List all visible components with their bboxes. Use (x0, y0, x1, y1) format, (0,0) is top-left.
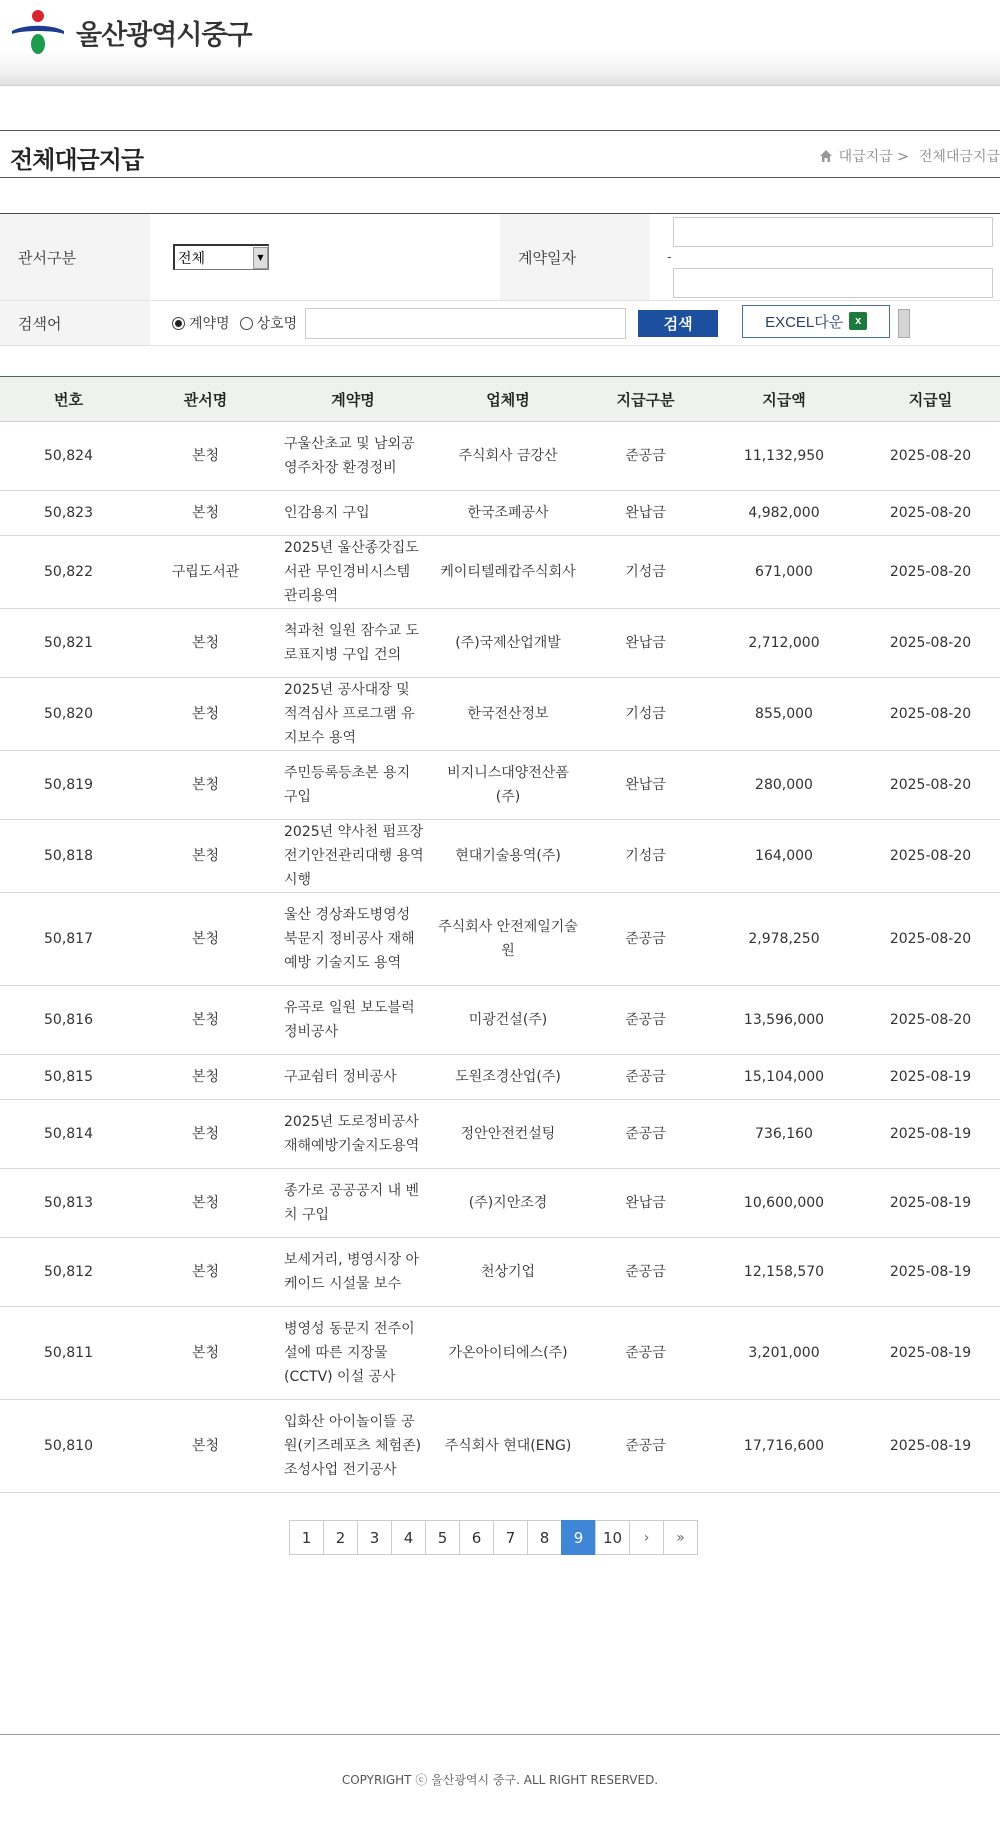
table-row[interactable] (0, 893, 1000, 986)
cell-contract[interactable]: 구울산초교 및 남외공영주차장 환경정비 (274, 422, 432, 491)
cell-contract[interactable]: 병영성 동문지 전주이설에 따른 지장물(CCTV) 이설 공사 (274, 1307, 432, 1400)
cell-office: 본청 (137, 1400, 274, 1493)
cell-payment-type: 준공금 (584, 1238, 707, 1307)
cell-office: 본청 (137, 1169, 274, 1238)
cell-payment-type: 준공금 (584, 986, 707, 1055)
cell-amount: 15,104,000 (707, 1055, 861, 1100)
column-header-vendor: 업체명 (432, 377, 584, 422)
cell-date: 2025-08-19 (861, 1400, 1000, 1493)
cell-amount: 3,201,000 (707, 1307, 861, 1400)
cell-no: 50,819 (0, 751, 137, 820)
cell-amount: 17,716,600 (707, 1400, 861, 1493)
cell-contract[interactable]: 보세거리, 병영시장 아케이드 시설물 보수 (274, 1238, 432, 1307)
pagination (289, 1520, 698, 1555)
copyright-text: COPYRIGHT ⓒ 울산광역시 중구. ALL RIGHT RESERVED. (341, 1773, 659, 1787)
table-row[interactable] (0, 1238, 1000, 1307)
cell-amount: 4,982,000 (707, 491, 861, 536)
cell-office: 본청 (137, 422, 274, 491)
payment-table (0, 376, 1000, 1493)
cell-no: 50,824 (0, 422, 137, 491)
cell-date: 2025-08-20 (861, 751, 1000, 820)
cell-amount: 12,158,570 (707, 1238, 861, 1307)
cell-vendor: 가온아이티에스(주) (432, 1307, 584, 1400)
office-select-value: 전체 (178, 250, 206, 267)
jung-gu-logo-icon (10, 9, 66, 55)
cell-amount: 10,600,000 (707, 1169, 861, 1238)
cell-vendor: 주식회사 금강산 (432, 422, 584, 491)
cell-office: 본청 (137, 751, 274, 820)
page-title: 전체대금지급 (10, 146, 144, 174)
column-header-office: 관서명 (137, 377, 274, 422)
cell-payment-type: 완납금 (584, 609, 707, 678)
cell-vendor: 현대기술용역(주) (432, 820, 584, 893)
cell-payment-type: 완납금 (584, 751, 707, 820)
cell-vendor: 도원조경산업(주) (432, 1055, 584, 1100)
date-separator: - (667, 249, 672, 265)
cell-amount: 2,978,250 (707, 893, 861, 986)
cell-date: 2025-08-19 (861, 1307, 1000, 1400)
site-name: 울산광역시중구 (76, 19, 252, 51)
office-select[interactable] (173, 244, 269, 270)
cell-payment-type: 기성금 (584, 820, 707, 893)
page-link-9-current[interactable]: 9 (561, 1520, 596, 1555)
cell-payment-type: 준공금 (584, 1307, 707, 1400)
title-bar (0, 130, 1000, 178)
site-header (0, 0, 1000, 86)
cell-contract[interactable]: 구교쉼터 정비공사 (274, 1055, 432, 1100)
cell-payment-type: 완납금 (584, 491, 707, 536)
office-label: 관서구분 (0, 214, 150, 300)
excel-icon: x (849, 312, 867, 330)
page-link-4[interactable]: 4 (391, 1520, 426, 1555)
cell-office: 본청 (137, 986, 274, 1055)
search-row-keyword (0, 301, 1000, 346)
contract-date-label: 계약일자 (500, 214, 650, 300)
cell-contract[interactable]: 주민등록등초본 용지 구입 (274, 751, 432, 820)
cell-no: 50,811 (0, 1307, 137, 1400)
search-row-office-date (0, 214, 1000, 301)
cell-no: 50,823 (0, 491, 137, 536)
cell-date: 2025-08-20 (861, 609, 1000, 678)
cell-contract[interactable]: 2025년 공사대장 및 적격심사 프로그램 유지보수 용역 (274, 678, 432, 751)
cell-vendor: 정안안전컨설팅 (432, 1100, 584, 1169)
breadcrumb-item-parent[interactable]: 대급지급 > (838, 149, 909, 165)
cell-contract[interactable]: 종가로 공공공지 내 벤치 구입 (274, 1169, 432, 1238)
cell-amount: 280,000 (707, 751, 861, 820)
cell-payment-type: 준공금 (584, 1400, 707, 1493)
cell-no: 50,817 (0, 893, 137, 986)
cell-office: 본청 (137, 1238, 274, 1307)
cell-payment-type: 준공금 (584, 1055, 707, 1100)
cell-amount: 2,712,000 (707, 609, 861, 678)
breadcrumb (819, 146, 1000, 166)
cell-office: 본청 (137, 820, 274, 893)
contract-date-cell (650, 214, 1000, 300)
cell-no: 50,821 (0, 609, 137, 678)
cell-no: 50,812 (0, 1238, 137, 1307)
page-link-10[interactable]: 10 (595, 1520, 630, 1555)
page-link-5[interactable]: 5 (425, 1520, 460, 1555)
page-link-6[interactable]: 6 (459, 1520, 494, 1555)
chevron-down-icon[interactable]: ▼ (253, 247, 268, 269)
cell-amount: 13,596,000 (707, 986, 861, 1055)
cell-office: 본청 (137, 609, 274, 678)
table-header-row (0, 377, 1000, 422)
radio-button-contract[interactable] (172, 317, 185, 330)
radio-button-company[interactable] (240, 317, 253, 330)
cell-date: 2025-08-20 (861, 893, 1000, 986)
cell-date: 2025-08-20 (861, 422, 1000, 491)
table-row[interactable] (0, 422, 1000, 491)
page-link-2[interactable]: 2 (323, 1520, 358, 1555)
radio-company-label: 상호명 (256, 316, 298, 332)
home-icon[interactable] (819, 149, 833, 163)
cell-payment-type: 준공금 (584, 422, 707, 491)
cell-date: 2025-08-19 (861, 1169, 1000, 1238)
cell-date: 2025-08-20 (861, 820, 1000, 893)
excel-button-edge (898, 309, 910, 338)
cell-no: 50,815 (0, 1055, 137, 1100)
date-end-input[interactable] (673, 268, 993, 298)
cell-contract[interactable]: 2025년 약사천 펌프장 전기안전관리대행 용역 시행 (274, 820, 432, 893)
cell-date: 2025-08-20 (861, 678, 1000, 751)
table-row[interactable] (0, 1100, 1000, 1169)
cell-amount: 11,132,950 (707, 422, 861, 491)
cell-vendor: 미광건설(주) (432, 986, 584, 1055)
cell-contract[interactable]: 울산 경상좌도병영성 북문지 정비공사 재해예방 기술지도 용역 (274, 893, 432, 986)
cell-no: 50,814 (0, 1100, 137, 1169)
table-row[interactable] (0, 536, 1000, 609)
date-start-input[interactable] (673, 217, 993, 247)
table-row[interactable] (0, 491, 1000, 536)
cell-office: 본청 (137, 491, 274, 536)
site-footer (0, 1734, 1000, 1836)
cell-vendor: (주)국제산업개발 (432, 609, 584, 678)
next-page-icon[interactable]: › (629, 1520, 664, 1555)
cell-vendor: 한국조폐공사 (432, 491, 584, 536)
cell-date: 2025-08-19 (861, 1055, 1000, 1100)
column-header-date: 지급일 (861, 377, 1000, 422)
cell-contract[interactable]: 유곡로 일원 보도블럭 정비공사 (274, 986, 432, 1055)
keyword-label: 검색어 (0, 301, 150, 345)
cell-vendor: 주식회사 안전제일기술원 (432, 893, 584, 986)
table-row[interactable] (0, 1400, 1000, 1493)
table-row[interactable] (0, 678, 1000, 751)
table-row[interactable] (0, 1169, 1000, 1238)
cell-no: 50,818 (0, 820, 137, 893)
table-row[interactable] (0, 609, 1000, 678)
cell-office: 본청 (137, 1055, 274, 1100)
cell-office: 본청 (137, 678, 274, 751)
radio-contract-label: 계약명 (189, 316, 230, 332)
keyword-input[interactable] (305, 308, 626, 339)
cell-amount: 855,000 (707, 678, 861, 751)
column-header-no: 번호 (0, 377, 137, 422)
cell-contract[interactable]: 2025년 울산종갓집도서관 무인경비시스템 관리용역 (274, 536, 432, 609)
cell-contract[interactable]: 척과천 일원 잠수교 도로표지병 구입 건의 (274, 609, 432, 678)
cell-vendor: 천상기업 (432, 1238, 584, 1307)
cell-no: 50,816 (0, 986, 137, 1055)
breadcrumb-item-current[interactable]: 전체대금지급 (918, 149, 1000, 165)
cell-vendor: 한국전산정보 (432, 678, 584, 751)
cell-date: 2025-08-19 (861, 1100, 1000, 1169)
cell-amount: 164,000 (707, 820, 861, 893)
cell-payment-type: 완납금 (584, 1169, 707, 1238)
cell-contract[interactable]: 인감용지 구입 (274, 491, 432, 536)
cell-no: 50,813 (0, 1169, 137, 1238)
page-link-8[interactable]: 8 (527, 1520, 562, 1555)
search-button[interactable]: 검색 (638, 310, 718, 337)
search-form (0, 213, 1000, 346)
cell-no: 50,810 (0, 1400, 137, 1493)
last-page-icon[interactable]: » (663, 1520, 698, 1555)
page-link-7[interactable]: 7 (493, 1520, 528, 1555)
cell-vendor: 주식회사 현대(ENG) (432, 1400, 584, 1493)
table-row[interactable] (0, 820, 1000, 893)
cell-payment-type: 기성금 (584, 678, 707, 751)
cell-payment-type: 준공금 (584, 893, 707, 986)
radio-contract-name[interactable] (172, 313, 230, 333)
excel-download-button[interactable] (742, 305, 890, 338)
cell-date: 2025-08-20 (861, 536, 1000, 609)
page-link-1[interactable]: 1 (289, 1520, 324, 1555)
cell-office: 구립도서관 (137, 536, 274, 609)
site-logo[interactable] (10, 9, 252, 55)
office-cell (150, 214, 500, 300)
cell-contract[interactable]: 2025년 도로정비공사 재해예방기술지도용역 (274, 1100, 432, 1169)
column-header-contract: 계약명 (274, 377, 432, 422)
cell-contract[interactable]: 입화산 아이놀이뜰 공원(키즈레포츠 체험존) 조성사업 전기공사 (274, 1400, 432, 1493)
page-link-3[interactable]: 3 (357, 1520, 392, 1555)
table-row[interactable] (0, 751, 1000, 820)
cell-payment-type: 준공금 (584, 1100, 707, 1169)
cell-vendor: 비지니스대양전산폼(주) (432, 751, 584, 820)
cell-no: 50,820 (0, 678, 137, 751)
cell-vendor: 케이티텔레캅주식회사 (432, 536, 584, 609)
table-row[interactable] (0, 1307, 1000, 1400)
cell-date: 2025-08-20 (861, 491, 1000, 536)
cell-date: 2025-08-19 (861, 1238, 1000, 1307)
cell-office: 본청 (137, 1100, 274, 1169)
cell-amount: 671,000 (707, 536, 861, 609)
cell-office: 본청 (137, 1307, 274, 1400)
column-header-amount: 지급액 (707, 377, 861, 422)
keyword-cell (150, 301, 1000, 345)
cell-amount: 736,160 (707, 1100, 861, 1169)
excel-download-label: EXCEL다운 (765, 313, 844, 331)
table-row[interactable] (0, 1055, 1000, 1100)
table-row[interactable] (0, 986, 1000, 1055)
cell-office: 본청 (137, 893, 274, 986)
column-header-payment-type: 지급구분 (584, 377, 707, 422)
cell-vendor: (주)지안조경 (432, 1169, 584, 1238)
cell-no: 50,822 (0, 536, 137, 609)
cell-payment-type: 기성금 (584, 536, 707, 609)
radio-company-name[interactable] (240, 313, 298, 333)
cell-date: 2025-08-20 (861, 986, 1000, 1055)
